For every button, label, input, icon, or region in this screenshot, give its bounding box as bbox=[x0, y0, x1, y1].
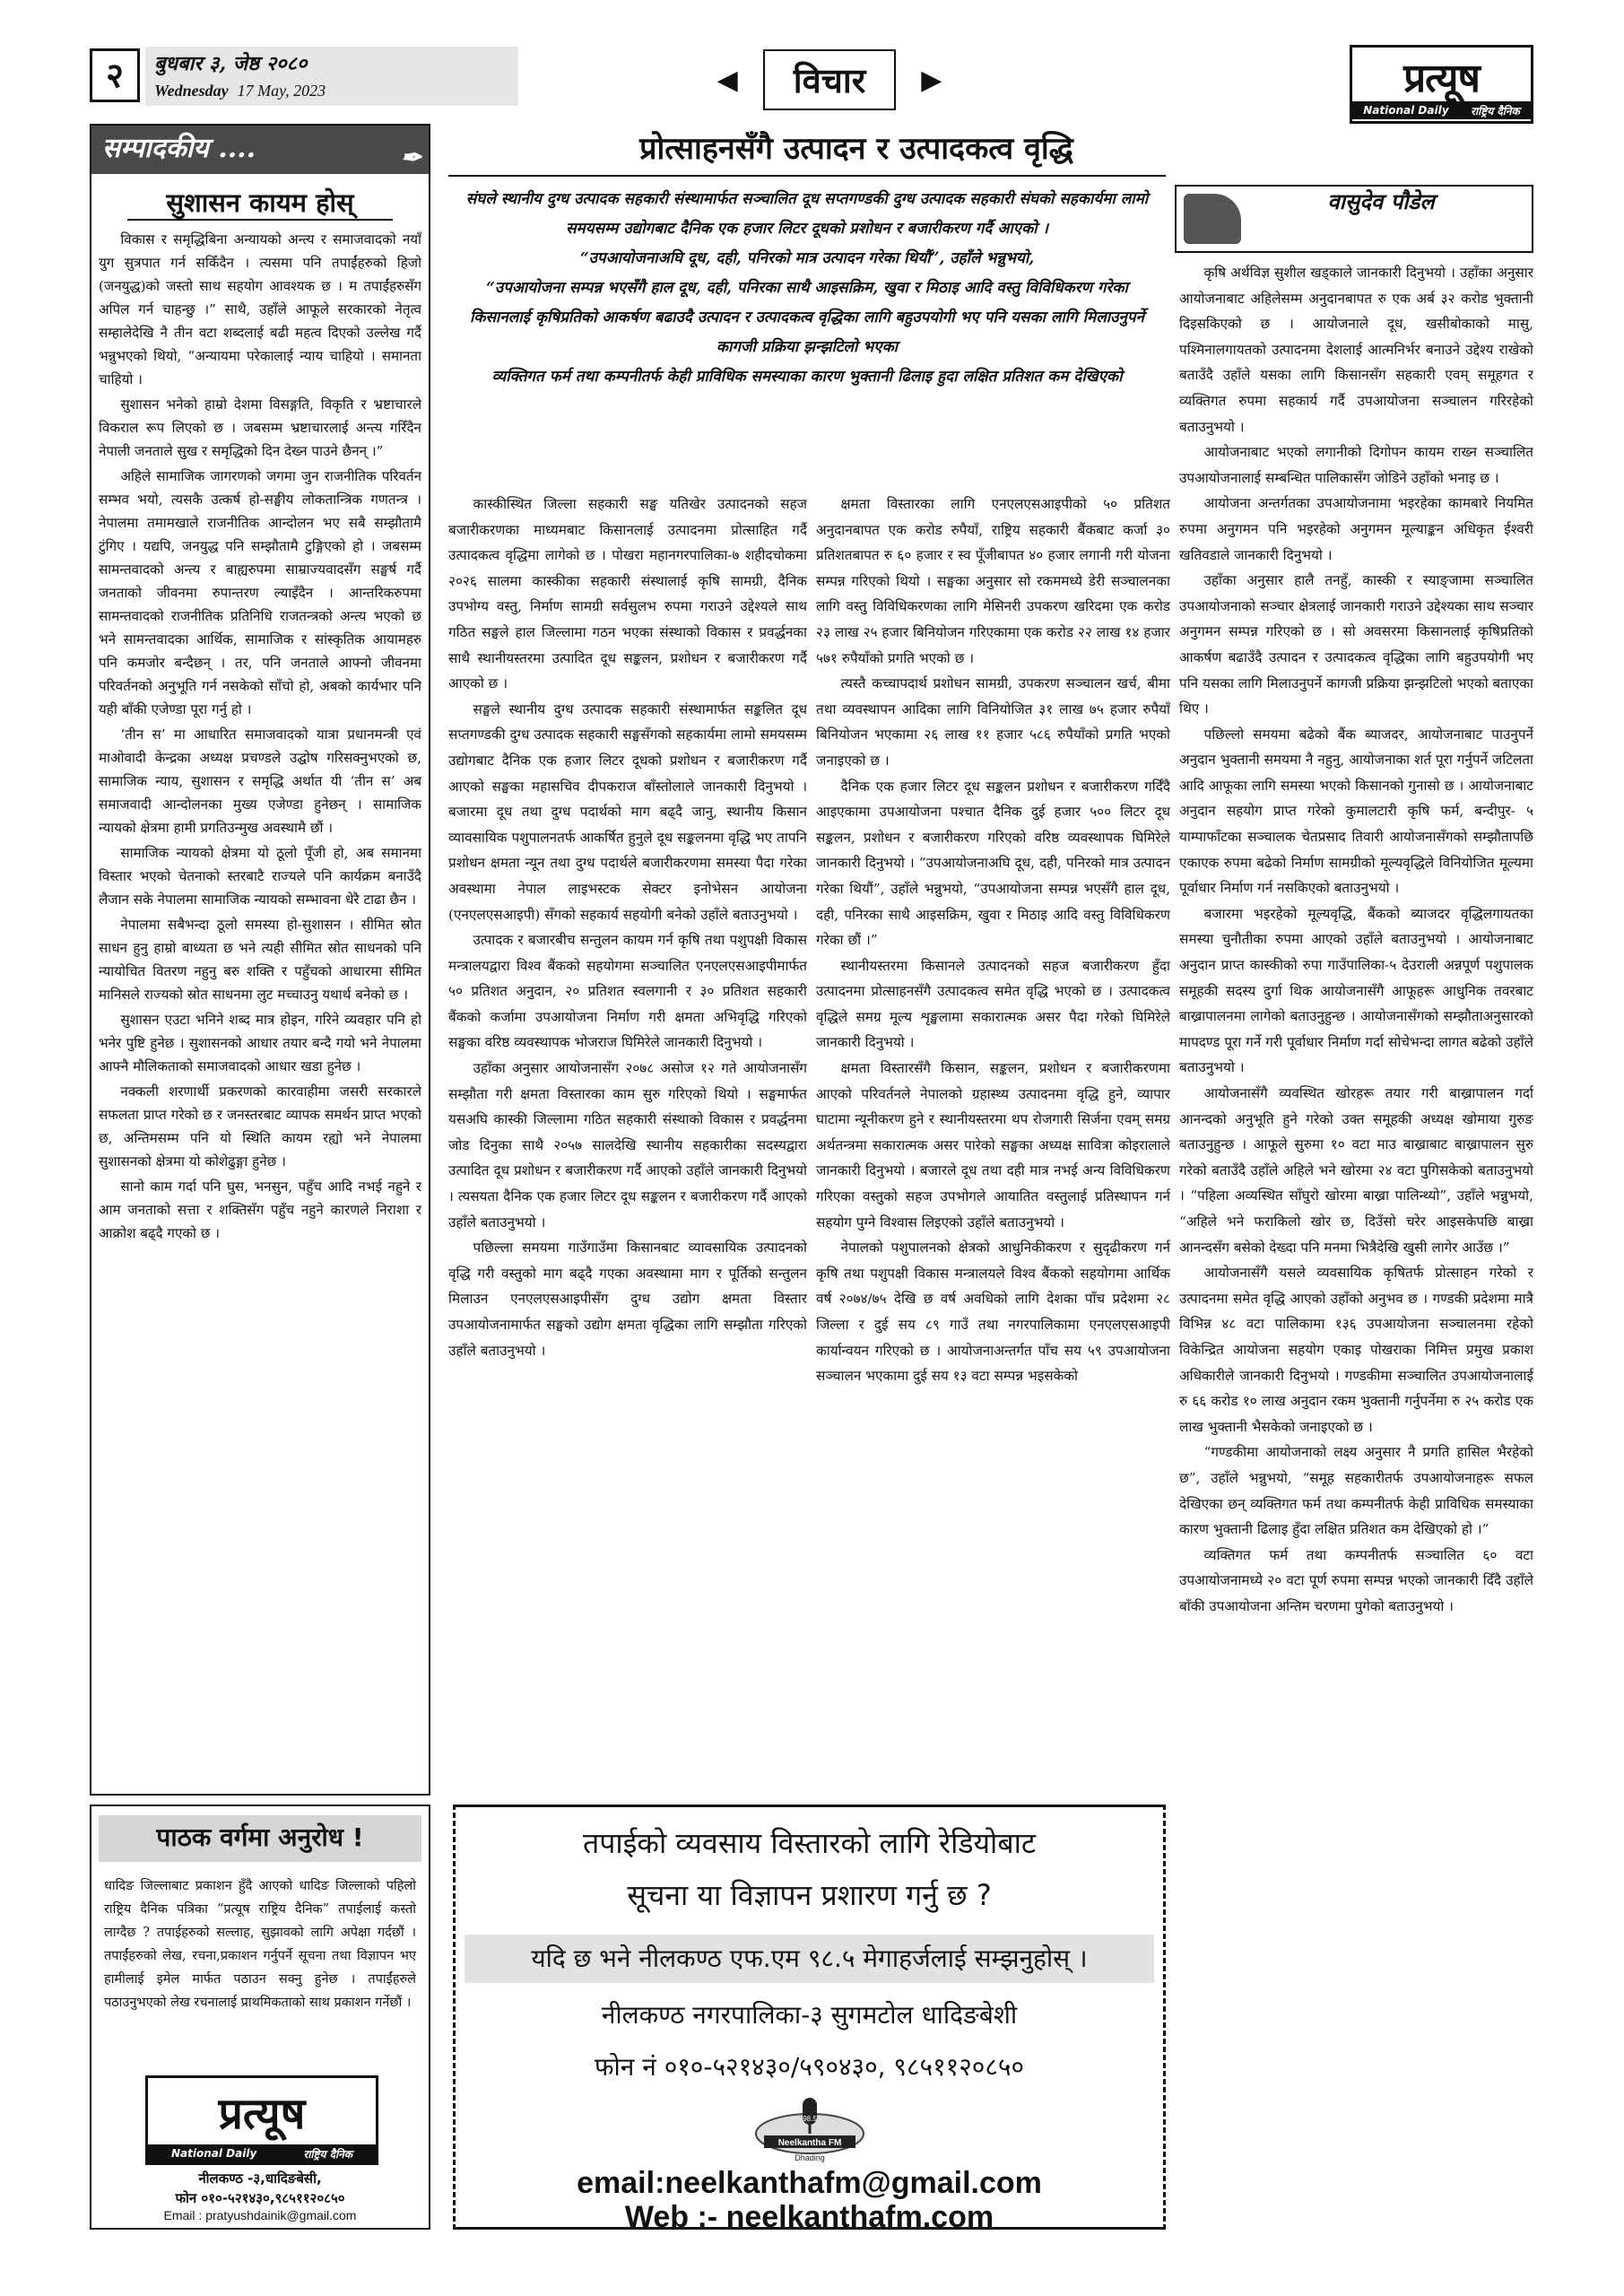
article-paragraph: पछिल्ला समयमा गाउँगाउँमा किसानबाट व्यावसायिक उत्पादनको वृद्धि गरी वस्तुको माग बढ्दै गएका अवस्थामा माग र पूर्तिको सन्तुलन मिलाउन एनएलएसआइपीसँग दुग्ध उद्योग क्षमता विस्तार उपआयोजनामार्फत सङ्घको उद्योग क्षमता वृद्धिका लागि सम्झौता गरिएको उहाँले बताउनुभयो । bbox=[448, 1239, 807, 1359]
article-paragraph: स्थानीयस्तरमा किसानले उत्पादनको सहज बजारीकरण हुँदा उत्पादनमा प्रोत्साहनसँगै उत्पादकत्व समेत वृद्धि भएको छ । उत्पादकत्व वृद्धिले समग्र मूल्य शृङ्खलामा सकारात्मक असर पैदा गरेको घिमिरेले जानकारी दिनुभयो । bbox=[816, 957, 1170, 1051]
article-paragraph: बजारमा भइरहेको मूल्यवृद्धि, बैंकको ब्याजदर वृद्धिलगायतका समस्या चुनौतीका रुपमा आएको उहाँले बताउनुभयो । आयोजनाबाट अनुदान प्राप्त कास्कीको रुपा गाउँपालिका-५ देउराली अन्नपूर्ण पशुपालक समूहकी सदस्य दुर्गा थिक आयोजनासँगै आफूहरू आधुनिक तवरबाट बाख्रापालनमा लागेको बताउनुहुन्छ । आयोजनासँगको सम्झौताअनुसारको मापदण्ड पूरा गर्ने गरी पूर्वाधार निर्माण गर्दा सोचेभन्दा लागत बढेको उहाँले बताउनुभयो । bbox=[1179, 905, 1533, 1076]
footer-logo-strip bbox=[148, 2144, 376, 2162]
date-nepali: बुधबार ३, जेष्ठ २०८० bbox=[154, 52, 308, 75]
article-paragraph: आयोजनासँगै यसले व्यवसायिक कृषितर्फ प्रोत्साहन गरेको र उत्पादनमा समेत वृद्धि आएको उहाँको अनुभव छ । गण्डकी प्रदेशमा मात्रै विभिन्न ४८ वटा पालिकामा १३६ उपआयोजना सञ्चालनमा रहेको विकेन्द्रित आयोजना सहयोग एकाइ पोखराका निमित्त प्रमुख प्रकाश अधिकारीले जानकारी दिनुभयो । गण्डकीमा सञ्चालित उपआयोजनालाई रु ६६ करोड १० लाख अनुदान रकम भुक्तानी गर्नुपर्नेमा रु २५ करोड एक लाख भुक्तानी भैसकेको जनाइएको छ । bbox=[1179, 1265, 1533, 1435]
deck-line: “उपआयोजनाअघि दूध, दही, पनिरको मात्र उत्पादन गरेका थियौं”, उहाँले भन्नुभयो, bbox=[579, 249, 1035, 267]
advert-line-2: सूचना या विज्ञापन प्रशारण गर्नु छ ? bbox=[627, 1878, 992, 1912]
footer-logo-sub-en: National Daily bbox=[171, 2147, 257, 2160]
advert-email[interactable]: email:neelkanthafm@gmail.com bbox=[577, 2166, 1042, 2200]
article-paragraph: उत्पादक र बजारबीच सन्तुलन कायम गर्न कृषि तथा पशुपक्षी विकास मन्त्रालयद्वारा विश्व बैंकको सहयोगमा सञ्चालित एनएलएसआइपीमार्फत ५० प्रतिशत अनुदान, २० प्रतिशत स्वलगानी र ३० प्रतिशत सहकारी बैंकको कर्जामा उपआयोजना निर्माण गरी क्षमता अभिवृद्धि गरिएको सङ्घका वरिष्ठ व्यवस्थापक भोजराज घिमिरेले जानकारी दिनुभयो । bbox=[448, 932, 807, 1051]
publisher-address: नीलकण्ठ -३,धादिङबेसी, bbox=[198, 2170, 322, 2187]
editorial-paragraph: ‘तीन स’ मा आधारित समाजवादको यात्रा प्रधानमन्त्री एवं माओवादी केन्द्रका अध्यक्ष प्रचण्डले उद्घोष गरिसक्नुभएको छ, सामाजिक न्याय, सुशासन र समृद्धि अर्थात यी ‘तीन स’ अब समाजवादी आन्दोलनका मुख्य एजेण्डा हुनेछन् । सामाजिक न्यायको क्षेत्रमा हामी प्रगतिउन्मुख अवस्थामै छौं । bbox=[99, 726, 421, 836]
title-rule bbox=[127, 219, 393, 221]
article-paragraph: आयोजना अन्तर्गतका उपआयोजनामा भइरहेका कामबारे नियमित रुपमा अनुगमन पनि भइरहेको अनुगमन मूल्याङ्कन अधिकृत ईश्वरी खतिवडाले जानकारी दिनुभयो । bbox=[1179, 495, 1533, 563]
readers-request-box bbox=[90, 1805, 430, 2230]
publisher-email[interactable]: Email : pratyushdainik@gmail.com bbox=[163, 2208, 357, 2222]
masthead-logo bbox=[1350, 45, 1533, 124]
article-paragraph: “गण्डकीमा आयोजनाको लक्ष्य अनुसार नै प्रगति हासिल भैरहेको छ”, उहाँले भन्नुभयो, “समूह सहकारीतर्फ उपआयोजनाहरू सफल देखिएका छन् व्यक्तिगत फर्म तथा कम्पनीतर्फ केही प्राविधिक समस्याका कारण भुक्तानी ढिलाइ हुँदा लक्षित प्रतिशत कम देखिएको हो ।” bbox=[1179, 1444, 1533, 1538]
page-header bbox=[90, 45, 1533, 127]
triangle-left-icon: ◀ bbox=[716, 64, 738, 96]
article-paragraph: कृषि अर्थविज्ञ सुशील खड्काले जानकारी दिनुभयो । उहाँका अनुसार आयोजनाबाट अहिलेसम्म अनुदानबापत रु एक अर्ब ३२ करोड भुक्तानी दिइसकिएको छ । आयोजनाले दूध, खसीबोकाको मासु, पश्मिनालगायतको उत्पादनमा देशलाई आत्मनिर्भर बनाउने उद्देश्य राखेको बताउँदै उहाँले यसका लागि किसानसँग सहकारी एवम् समूहगत र व्यक्तिगत रुपमा सहकार्य गर्दै उपआयोजना सञ्चालन गरिरहेको बताउनुभयो । bbox=[1179, 265, 1533, 435]
editorial-column bbox=[90, 124, 430, 1796]
deck-line: किसानलाई कृषिप्रतिको आकर्षण बढाउदै उत्पादन र उत्पादकत्व वृद्धिका लागि बहुउपयोगी भए पनि यसका लागि मिलाउनुपर्ने कागजी प्रक्रिया झन्झटिलो भएका bbox=[469, 309, 1144, 356]
headline-rule bbox=[448, 175, 1166, 177]
article-headline: प्रोत्साहनसँगै उत्पादन र उत्पादकत्व वृद्धि bbox=[639, 131, 1073, 167]
weekday: Wednesday bbox=[154, 82, 229, 100]
footer-logo-sub-np: राष्ट्रिय दैनिक bbox=[303, 2147, 352, 2161]
radio-mic-logo bbox=[751, 2094, 868, 2166]
article-paragraph: व्यक्तिगत फर्म तथा कम्पनीतर्फ सञ्चालित ६० वटा उपआयोजनामध्ये २० वटा पूर्ण रुपमा सम्पन्न भएको जानकारी दिँदै उहाँले बाँकी उपआयोजना अन्तिम चरणमा पुगेको बताउनुभयो । bbox=[1179, 1546, 1533, 1614]
editorial-paragraph: सुशासन भनेको हाम्रो देशमा विसङ्गति, विकृति र भ्रष्टाचारले विकराल रूप लिएको छ । जबसम्म भ्रष्टाचारलाई अन्त्य गरिँदैन नेपाली जनताले सुख र समृद्धिको दिन देख्न पाउने छैनन् ।” bbox=[99, 396, 421, 459]
advert-address: नीलकण्ठ नगरपालिका-३ सुगमटोल धादिङबेशी bbox=[601, 2000, 1018, 2030]
article-deck bbox=[448, 185, 1166, 392]
editorial-paragraph: नक्कली शरणार्थी प्रकरणको कारवाहीमा जसरी सरकारले सफलता प्राप्त गरेको छ र जनस्तरबाट व्यापक समर्थन प्राप्त भएको छ, अन्तिमसम्म पनि यो स्थिति कायम रह्यो भने नेपालमा सुशासनको क्षेत्रमा यो कोशेढुङ्गा हुनेछ । bbox=[99, 1083, 421, 1170]
article-column-2 bbox=[816, 491, 1170, 1792]
article-column-3 bbox=[1179, 260, 1533, 2233]
publisher-contact bbox=[91, 2169, 429, 2222]
article-paragraph: उहाँका अनुसार हालै तनहुँ, कास्की र स्याङ्जामा सञ्चालित उपआयोजनाको सञ्चार क्षेत्रलाई जानकारी गराउने उद्देश्यका साथ सञ्चार अनुगमन सम्पन्न गरिएको छ । सो अवसरमा किसानलाई कृषिप्रतिको आकर्षण बढाउँदै उत्पादन र उत्पादकत्व वृद्धिका लागि बहुउपयोगी भए पनि यसका लागि मिलाउनुपर्ने कागजी प्रक्रिया झन्झटिलो भएको बताएका थिए । bbox=[1179, 572, 1533, 718]
radio-logo-frequency: 98.5 bbox=[803, 2115, 817, 2123]
pen-icon: ✒ bbox=[400, 143, 421, 172]
article-paragraph: त्यस्तै कच्चापदार्थ प्रशोधन सामग्री, उपकरण सञ्चालन खर्च, बीमा तथा व्यवस्थापन आदिका लागि विनियोजित ३१ लाख ७५ हजार रुपैयाँ बिनियोजन भएकामा २६ लाख ११ हजार ५८६ रुपैयाँको प्रगति भएको जनाइएको छ । bbox=[816, 675, 1170, 769]
editorial-title: सुशासन कायम होस् bbox=[166, 187, 354, 218]
article-paragraph: आयोजनाबाट भएको लगानीको दिगोपन कायम राख्न सञ्चालित उपआयोजनालाई सम्बन्धित पालिकासँग जोडिने उहाँको भनाइ छ । bbox=[1179, 444, 1533, 486]
logo-sub-en: National Daily bbox=[1363, 104, 1449, 117]
editorial-paragraph: नेपालमा सबैभन्दा ठूलो समस्या हो-सुशासन । सीमित स्रोत साधन हुनु हाम्रो बाध्यता छ भने त्यही सीमित स्रोत साधनको पनि न्यायोचित वितरण नहुनु बरु शक्ति र पहुँचको आधारमा सीमित मानिसले राज्यको स्रोत साधनमा लुट मच्चाउनु यथार्थ बनेको छ । bbox=[99, 917, 421, 1003]
date-block bbox=[145, 47, 518, 106]
page-number: २ bbox=[90, 48, 140, 102]
logo-strip bbox=[1352, 101, 1531, 119]
footer-logo bbox=[145, 2075, 378, 2165]
section-banner bbox=[673, 45, 986, 115]
advert-phone: फोन नं ०१०-५२१४३०/५९०४३०, ९८५११२०८५० bbox=[594, 2052, 1025, 2082]
logo-title: प्रत्यूष bbox=[1403, 56, 1480, 101]
article-paragraph: सङ्घले स्थानीय दुग्ध उत्पादक सहकारी संस्थामार्फत सङ्कलित दूध सप्तगण्डकी दुग्ध उत्पादक सहकारी सङ्घसँगको सहकार्यमा लामो समयसम्म उद्योगबाट दैनिक एक हजार लिटर दूधको प्रशोधन र बजारीकरण गर्दै आएको सङ्घका महासचिव दीपकराज बाँस्तोलाले जानकारी दिनुभयो । बजारमा दूध तथा दुग्ध पदार्थको माग बढ्दै जानु, स्थानीय किसान व्यावसायिक पशुपालनतर्फ आकर्षित हुनुले दूध सङ्कलनमा वृद्धि भए तापनि प्रशोधन क्षमता न्यून तथा दुग्ध पदार्थले बजारीकरणमा समस्या पैदा गरेका अवस्थामा नेपाल लाइभस्टक सेक्टर इनोभेसन आयोजना (एनएलएसआइपी) सँगको सहकार्य सहयोगी बनेको उहाँले बताउनुभयो । bbox=[448, 700, 807, 923]
editorial-label: सम्पादकीय .... bbox=[102, 133, 256, 164]
article-column-1 bbox=[448, 491, 807, 1792]
section-title: विचार bbox=[763, 49, 896, 110]
article-paragraph: कास्कीस्थित जिल्ला सहकारी सङ्घ यतिखेर उत्पादनको सहज बजारीकरणका माध्यमबाट किसानलाई उत्पादनमा प्रोत्साहित गर्दै उत्पादकत्व वृद्धिमा लागेको छ । पोखरा महानगरपालिका-७ शहीदचोकमा २०२६ सालमा कास्कीका सहकारी संस्थालाई कृषि सामग्री, दैनिक उपभोग्य वस्तु, निर्माण सामग्री सर्वसुलभ रुपमा गराउने उद्देश्यले साथ गठित सङ्घले हाल जिल्लामा गठन भएका संस्थाको विकास र प्रवर्द्धनका साथै स्थानीयस्तरमा उत्पादित दूध सङ्कलन, प्रशोधन र बजारीकरण गर्दै आएको छ । bbox=[448, 496, 807, 692]
editorial-paragraph: सामाजिक न्यायको क्षेत्रमा यो ठूलो पूँजी हो, अब समानमा विस्तार भएको चेतनाको स्तरबाटै राज्यले पनि कार्यक्रम बनाउँदै लैजान सके नेपालमा सामाजिक न्यायको सम्भावना धेरै टाढा छैन । bbox=[99, 845, 421, 908]
author-name: वासुदेव पौडेल bbox=[1327, 188, 1435, 214]
article-paragraph: उहाँका अनुसार आयोजनासँग २०७८ असोज १२ गते आयोजनासँग सम्झौता गरी क्षमता विस्तारका काम सुरु गरिएको थियो । सङ्घमार्फत यसअघि कास्की जिल्लामा गठित सहकारी संस्थाको विकास र प्रवर्द्धनमा जोड दिनुका साथै २०५७ सालदेखि स्थानीय सहकारीका सदस्यद्वारा उत्पादित दूध प्रशोधन र बजारीकरण गर्दै आएको उहाँले जानकारी दिनुभयो । त्यसयता दैनिक एक हजार लिटर दूध सङ्कलन र बजारीकरण गर्दै आएको उहाँले बताउनुभयो । bbox=[448, 1060, 807, 1231]
advert-line-1: तपाईको व्यवसाय विस्तारको लागि रेडियोबाट bbox=[582, 1826, 1037, 1860]
date-en-value: 17 May, 2023 bbox=[237, 82, 326, 100]
article-paragraph: क्षमता विस्तारका लागि एनएलएसआइपीको ५० प्रतिशत अनुदानबापत एक करोड रुपैयाँ, राष्ट्रिय सहकारी बैंकबाट कर्जा ३० प्रतिशतबापत रु ६० हजार र स्व पूँजीबापत ४० हजार लगानी गरी योजना सम्पन्न गरिएको थियो । सङ्घका अनुसार सो रकममध्ये डेरी सञ्चालनका लागि वस्तु विविधिकरणका लागि मेसिनरी उपकरण खरिदमा एक करोड २३ लाख २५ हजार बिनियोजन गरिएकामा एक करोड २२ लाख १४ हजार ५७१ रुपैयाँको प्रगति भएको छ । bbox=[816, 496, 1170, 666]
triangle-right-icon: ▶ bbox=[921, 64, 942, 96]
readers-text: धादिङ जिल्लाबाट प्रकाशन हुँदै आएको धादिङ जिल्लाको पहिलो राष्ट्रिय दैनिक पत्रिका “प्रत्यूष राष्ट्रिय दैनिक” तपाईलाई कस्तो लाग्दैछ ? तपाईहरुको सल्लाह, सुझावको लागि अपेक्षा गर्दछौं । तपाईंहरुको लेख, रचना,प्रकाशन गर्नुपर्ने सूचना तथा विज्ञापन भए हामीलाई इमेल मार्फत पठाउन सक्नु हुनेछ । तपाईंहरुले पठाउनुभएको लेख रचनालाई प्राथमिकताको साथ प्रकाशन गर्नेछौं । bbox=[104, 1879, 416, 2010]
editorial-paragraph: सानो काम गर्दा पनि घुस, भनसुन, पहुँच आदि नभई नहुने र आम जनताको सत्ता र शक्तिसँग पहुँच नहुने कारणले निराशा र आक्रोश बढ्दै गएको छ । bbox=[99, 1178, 421, 1241]
radio-logo-name: Neelkantha FM bbox=[777, 2138, 842, 2148]
deck-line: संघले स्थानीय दुग्ध उत्पादक सहकारी संस्थामार्फत सञ्चालित दूध सप्तगण्डकी दुग्ध उत्पादक सहकारी संघको सहकार्यमा लामो समयसम्म उद्योगबाट दैनिक एक हजार लिटर दूधको प्रशोधन र बजारीकरण गर्दै आएको । bbox=[465, 190, 1149, 238]
logo-sub-np: राष्ट्रिय दैनिक bbox=[1471, 104, 1520, 117]
footer-logo-title: प्रत्यूष bbox=[218, 2089, 306, 2139]
article-paragraph: नेपालको पशुपालनको क्षेत्रको आधुनिकीकरण र सुदृढीकरण गर्न कृषि तथा पशुपक्षी विकास मन्त्रालयले विश्व बैंकको सहयोगमा आर्थिक वर्ष २०७४/७५ देखि छ वर्ष अवधिको लागि देशका पाँच प्रदेशमा २८ जिल्ला र दुई सय ८९ गाउँ तथा नगरपालिकामा एनएलएसआइपी कार्यान्वयन गरिएको छ । आयोजनाअन्तर्गत पाँच सय ५९ उपआयोजना सञ्चालन भएकामा दुई सय १३ वटा सम्पन्न भइसकेको bbox=[816, 1239, 1170, 1385]
editorial-paragraph: सुशासन एउटा भनिने शब्द मात्र होइन, गरिने व्यवहार पनि हो भनेर पुष्टि हुनेछ । सुशासनको आधार तयार बन्दै गयो भने नेपालमा आफ्नै मौलिकताको समाजवादको आधार खडा हुनेछ । bbox=[99, 1012, 421, 1074]
deck-line: व्यक्तिगत फर्म तथा कम्पनीतर्फ केही प्राविधिक समस्याका कारण भुक्तानी ढिलाइ हुदा लक्षित प्रतिशत कम देखिएको bbox=[491, 368, 1123, 386]
article-paragraph: क्षमता विस्तारसँगै किसान, सङ्कलन, प्रशोधन र बजारीकरणमा आएको परिवर्तनले नेपालको ग्रहास्थ्य उत्पादनमा वृद्धि हुने, व्यापार घाटामा न्यूनीकरण हुने र स्थानीयस्तरमा थप रोजगारी सिर्जना एवम् समग्र अर्थतन्त्रमा सकारात्मक असर पारेको सङ्घका अध्यक्ष सावित्रा कोइरालाले जानकारी दिनुभयो । बजारले दूध तथा दही मात्र नभई अन्य विविधिकरण गरिएका वस्तुको सहज उपभोगले आयातित वस्तुलाई प्रतिस्थापन गर्न सहयोग पुग्ने विश्वास लिइएको उहाँले बताउनुभयो । bbox=[816, 1060, 1170, 1231]
advert-website[interactable]: Web :- neelkanthafm.com bbox=[624, 2200, 994, 2234]
article-paragraph: दैनिक एक हजार लिटर दूध सङ्कलन प्रशोधन र बजारीकरण गर्दिँदै आइएकामा उपआयोजना पश्चात दैनिक दुई हजार ५०० लिटर दूध सङ्कलन, प्रशोधन र बजारीकरण गरिएको वरिष्ठ व्यवस्थापक घिमिरेले जानकारी दिनुभयो । “उपआयोजनाअघि दूध, दही, पनिरको मात्र उत्पादन गरेका थियौं”, उहाँले भन्नुभयो, “उपआयोजना सम्पन्न भएसँगै हाल दूध, दही, पनिरका साथै आइसक्रिम, खुवा र मिठाइ आदि वस्तु विविधिकरण गरेका छौं ।” bbox=[816, 778, 1170, 949]
article-paragraph: आयोजनासँगै व्यवस्थित खोरहरू तयार गरी बाख्रापालन गर्दा आनन्दको अनुभूति हुने गरेको उक्त समूहकी अध्यक्ष खोमाया गुरुङ बताउनुहुन्छ । आफूले सुरुमा १० वटा माउ बाख्राबाट बाख्रापालन सुरु गरेको बताउँदै उहाँले अहिले भने खोरमा २४ वटा पुगिसकेको बताउनुभयो । “पहिला अव्यस्थित साँघुरो खोरमा बाख्रा पालिन्थ्यो”, उहाँले भन्नुभयो, “अहिले भने फराकिलो खोर छ, दिउँसो चरेर आइसकेपछि बाख्रा आनन्दसँग बसेको देख्दा पनि मनमा भित्रैदेखि खुसी लागेर आउँछ ।” bbox=[1179, 1085, 1533, 1256]
date-english bbox=[154, 82, 509, 100]
author-box bbox=[1175, 185, 1533, 253]
radio-logo-place: Dhading bbox=[795, 2153, 825, 2162]
readers-title: पाठक वर्गमा अनुरोध ! bbox=[99, 1815, 421, 1862]
publisher-phone: फोन ०१०-५२१४३०,९८५११२०८५० bbox=[175, 2190, 345, 2206]
editorial-body bbox=[99, 228, 421, 1787]
editorial-label-bar bbox=[91, 126, 429, 174]
editorial-paragraph: विकास र समृद्धिबिना अन्यायको अन्त्य र समाजवादको नयाँ युग सुत्रपात गर्न सकिँदैन । त्यसमा पनि तपाईंहरुको हिजो (जनयुद्ध)को जस्तो साथ सहयोग आवश्यक छ । म तपाईंहरुसँग अपिल गर्न चाहन्छु ।” साथै, उहाँले आफूले सरकारको नेतृत्व सम्हालेदेखि नै तीन वटा शब्दलाई बढी महत्व दिएको उल्लेख गर्दै भन्नुभएको थियो, “अन्यायमा परेकालाई न्याय चाहियो । समानता चाहियो । bbox=[99, 231, 421, 387]
article-paragraph: पछिल्लो समयमा बढेको बैंक ब्याजदर, आयोजनाबाट पाउनुपर्ने अनुदान भुक्तानी समयमा नै नहुनु, आयोजनाका शर्त पूरा गर्नुपर्ने जटिलता आदि आफूका लागि समस्या भएको किसानको गुनासो छ । आयोजनाबाट अनुदान सहयोग प्राप्त गरेको कुमालटारी कृषि फर्म, बन्दीपुर- ५ याम्पाफाँटका सञ्चालक चेतप्रसाद तिवारी आयोजनासँगको सम्झौतापछि एकाएक रुपमा बढेको निर्माण सामग्रीको मूल्यवृद्धिले विनियोजित मूल्यमा पूर्वाधार निर्माण गर्न नसकिएको बताउनुभयो । bbox=[1179, 726, 1533, 897]
advert-band: यदि छ भने नीलकण्ठ एफ.एम ९८.५ मेगाहर्जलाई सम्झनुहोस् । bbox=[465, 1935, 1154, 1983]
editorial-paragraph: अहिले सामाजिक जागरणको जगमा जुन राजनीतिक परिवर्तन सम्भव भयो, त्यसकै उत्कर्ष हो-सङ्घीय लोकतान्त्रिक गणतन्त्र । नेपालमा तमामखाले राजनीतिक आन्दोलन भए सबै सम्झौतामै टुंगिए । यद्यपि, जनयुद्ध पनि सम्झौतामै टुङ्गिएको हो । जबसम्म सामन्तवादको अन्त्य र बाह्यरुपमा साम्राज्यवादसँग सङ्घर्ष गर्दै जनताको जीवनमा रुपान्तरण ल्याइँदैन । आन्तरिकरुपमा सामन्तवादको राजनीतिक प्रतिनिधि राजतन्त्रको अन्त्य भएको छ भने सामन्तवादका आर्थिक, सामाजिक र सांस्कृतिक आयामहरु पनि कमजोर बन्दैछन् । तर, पनि जनताले आफ्नो जीवनमा परिवर्तनको अनुभूति गर्न नसकेको साँचो हो, अबको कार्यभार पनि यही बाँकी एजेण्डा पूरा गर्नु हो । bbox=[99, 468, 421, 718]
radio-advert bbox=[453, 1805, 1166, 2234]
deck-line: “उपआयोजना सम्पन्न भएसँगै हाल दूध, दही, पनिरका साथै आइसक्रिम, खुवा र मिठाइ आदि वस्तु विविधिकरण गरेका bbox=[486, 279, 1128, 297]
